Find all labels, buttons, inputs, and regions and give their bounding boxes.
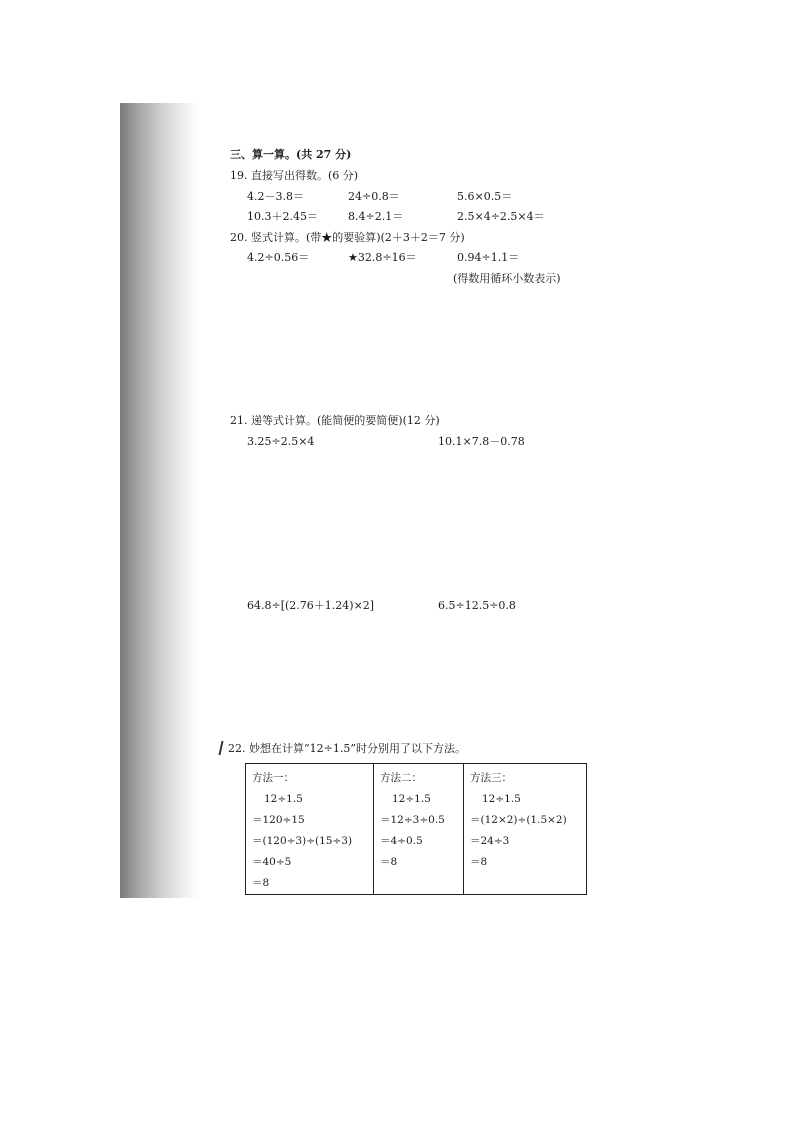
method-2-cell	[374, 764, 464, 895]
method-3-step-1: 12÷1.5	[482, 793, 521, 805]
method-2-step-4: ＝8	[380, 856, 398, 868]
q20-note: (得数用循环小数表示)	[453, 272, 561, 285]
method-1-step-4: ＝40÷5	[252, 856, 292, 868]
method-3-label: 方法三：	[470, 772, 512, 784]
q21-item-3: 64.8÷[(2.76＋1.24)×2]	[247, 599, 375, 612]
method-1-step-2: ＝120÷15	[252, 814, 305, 826]
method-2-label: 方法二：	[380, 772, 422, 784]
q19-item-6: 2.5×4÷2.5×4＝	[457, 210, 545, 223]
scan-shadow-gutter	[120, 103, 200, 898]
q19-item-3: 5.6×0.5＝	[457, 190, 513, 203]
method-1-label: 方法一：	[252, 772, 294, 784]
q22-title: 22. 妙想在计算“12÷1.5”时分别用了以下方法。	[228, 742, 466, 755]
q19-item-5: 8.4÷2.1＝	[348, 210, 404, 223]
method-2-step-1: 12÷1.5	[392, 793, 431, 805]
q19-item-2: 24÷0.8＝	[348, 190, 400, 203]
method-3-cell	[464, 764, 587, 895]
method-1-step-1: 12÷1.5	[264, 793, 303, 805]
q21-item-4: 6.5÷12.5÷0.8	[438, 599, 516, 612]
q20-title: 20. 竖式计算。(带★的要验算)(2＋3＋2＝7 分)	[230, 231, 465, 244]
method-1-step-5: ＝8	[252, 877, 270, 889]
methods-table	[245, 763, 587, 895]
method-3-step-3: ＝24÷3	[470, 835, 510, 847]
method-2-step-2: ＝12÷3÷0.5	[380, 814, 445, 826]
method-3-step-2: ＝(12×2)÷(1.5×2)	[470, 814, 567, 826]
q21-item-2: 10.1×7.8－0.78	[438, 435, 525, 448]
method-3-step-4: ＝8	[470, 856, 488, 868]
q20-item-1: 4.2÷0.56＝	[247, 251, 310, 264]
q19-title: 19. 直接写出得数。(6 分)	[230, 169, 359, 182]
method-1-cell	[246, 764, 374, 895]
method-1-step-3: ＝(120÷3)÷(15÷3)	[252, 835, 353, 847]
q20-item-3: 0.94÷1.1＝	[457, 251, 520, 264]
q20-item-2: ★32.8÷16＝	[348, 251, 417, 264]
section-heading: 三、算一算。(共 27 分)	[230, 148, 352, 161]
method-2-step-3: ＝4÷0.5	[380, 835, 423, 847]
q19-item-4: 10.3＋2.45＝	[247, 210, 318, 223]
q21-title: 21. 递等式计算。(能简便的要简便)(12 分)	[230, 414, 440, 427]
q21-item-1: 3.25÷2.5×4	[247, 435, 315, 448]
q19-item-1: 4.2－3.8＝	[247, 190, 304, 203]
